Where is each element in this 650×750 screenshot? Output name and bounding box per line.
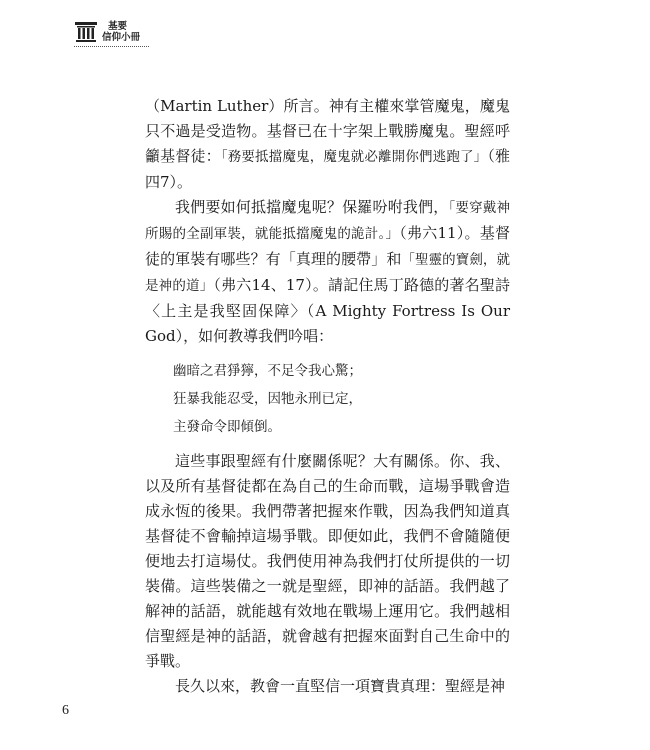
book-header: [74, 20, 140, 44]
header-title-line1: 基要: [108, 21, 128, 32]
header-title: [102, 21, 140, 43]
paragraph-text: （弗六11）。基督徒的軍裝有哪些？有「真理的腰帶」和: [145, 224, 510, 268]
hymn-excerpt: [173, 357, 510, 441]
hymn-line: 主發命令即傾倒。: [173, 419, 281, 435]
paragraph-text: （雅四7）。: [145, 147, 510, 191]
header-title-line2: 信仰小冊: [102, 32, 141, 43]
page-body: [145, 94, 510, 699]
paragraph-text: （弗六14、17）。請記住馬丁路德的著名聖詩〈上主是我堅固保障〉（A Mighty Fortress Is Our God），如何教導我們吟唱：: [145, 276, 510, 345]
scripture-quote: 「聖靈的寶劍，就是神的道」: [145, 252, 511, 294]
hymn-line: 幽暗之君猙獰，不足令我心驚；: [173, 363, 362, 379]
pillar-logo-icon: [74, 21, 98, 43]
hymn-line: 狂暴我能忍受，因牠永刑已定，: [173, 391, 362, 407]
scripture-quote: 「要穿戴神所賜的全副軍裝，就能抵擋魔鬼的詭計。」: [145, 200, 510, 242]
header-divider: [74, 46, 149, 47]
scripture-quote: 「務要抵擋魔鬼，魔鬼就必離開你們逃跑了」: [220, 149, 488, 165]
paragraph: 這些事跟聖經有什麼關係呢？大有關係。你、我、以及所有基督徒都在為自己的生命而戰，這場爭戰會造成永恆的後果。我們帶著把握來作戰，因為我們知道真基督徒不會輸掉這場爭戰。即便如此，我們不會隨隨便便地去打這場仗。我們使用神為我們打仗所提供的一切裝備。這些裝備之一就是聖經，即神的話語。我們越了解神的話語，就能越有效地在戰場上運用它。我們越相信聖經是神的話語，就會越有把握來面對自己生命中的爭戰。: [145, 452, 510, 670]
paragraph-text: 我們要如何抵擋魔鬼呢？保羅吩咐我們，: [175, 198, 449, 216]
paragraph-text: （Martin Luther）所言。神有主權來掌管魔鬼，魔鬼只不過是受造物。基督已在十字架上戰勝魔鬼。聖經呼籲基督徒：: [145, 97, 510, 165]
page-number: 6: [62, 703, 69, 718]
paragraph: [145, 195, 510, 349]
paragraph: 長久以來，教會一直堅信一項寶貴真理：聖經是神: [175, 677, 506, 695]
paragraph: [145, 94, 510, 195]
